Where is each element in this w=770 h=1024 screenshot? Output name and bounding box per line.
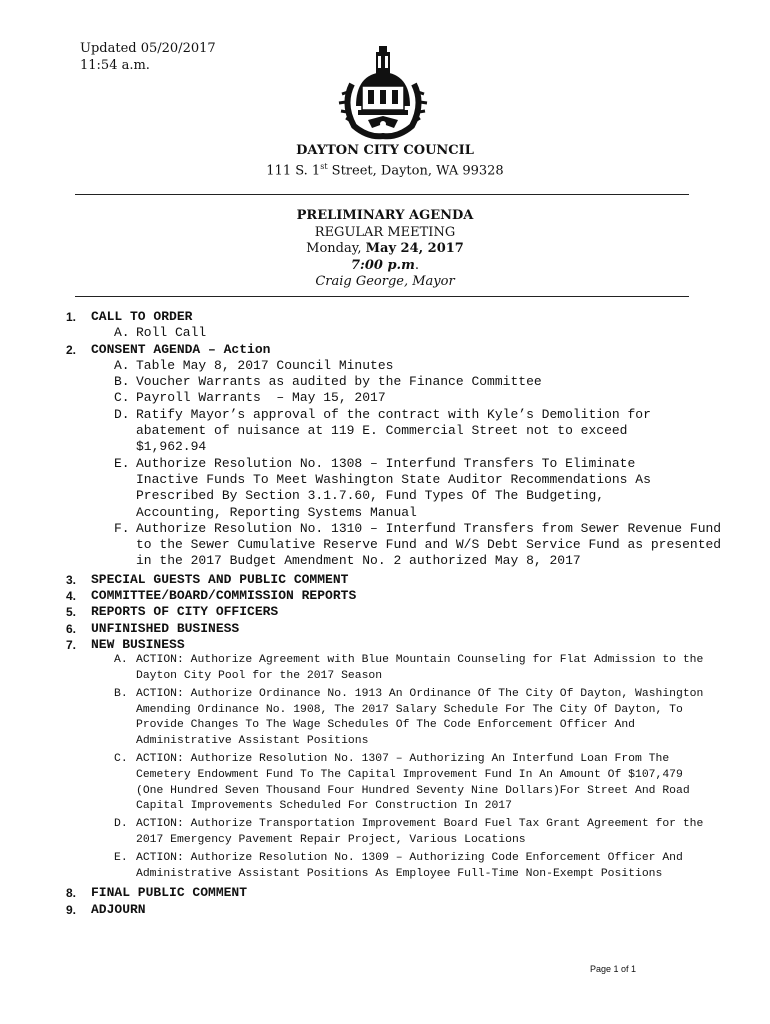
subitem-text: ACTION: Authorize Resolution No. 1309 – Authorizing Code Enforcement Officer And Administrative Assistant Positions As Employee Full-Time Non-Exempt Positions (136, 851, 683, 880)
agenda-item-special-guests (0, 572, 770, 588)
item-title: REPORTS OF CITY OFFICERS (91, 604, 279, 620)
item-title: CONSENT AGENDA – Action (91, 341, 271, 357)
meeting-header (0, 208, 770, 291)
subitem-text: Table May 8, 2017 Council Minutes (136, 357, 394, 373)
subitem-letter: D. (114, 818, 128, 831)
agenda-title: PRELIMINARY AGENDA (296, 208, 474, 223)
item-number: 9. (66, 902, 77, 917)
item-number: 6. (66, 621, 77, 636)
subitem-text: Voucher Warrants as audited by the Finance Committee (136, 374, 542, 390)
agenda-item-new-business (0, 637, 770, 653)
agenda-item-committee-reports (0, 588, 770, 604)
subitem-consent-d (0, 407, 770, 456)
subitem-letter: B. (114, 687, 128, 700)
item-title: CALL TO ORDER (91, 309, 193, 324)
subitem-consent-c (0, 390, 770, 406)
subitem-new-d (0, 817, 770, 849)
divider-top (75, 194, 689, 195)
item-title: COMMITTEE/BOARD/COMMISSION REPORTS (91, 588, 357, 604)
subitem-letter: B. (114, 374, 130, 390)
council-name: DAYTON CITY COUNCIL (296, 143, 474, 158)
agenda-item-consent (0, 342, 770, 358)
meeting-time (0, 258, 770, 275)
agenda-list (0, 309, 770, 918)
meeting-time-value: 7:00 p.m (351, 257, 415, 273)
subitem-text: ACTION: Authorize Transportation Improvement Board Fuel Tax Grant Agreement for the 2017 Emergency Pavement Repair Project, Various Locations (136, 818, 704, 846)
subitem-text: Payroll Warrants – May 15, 2017 (136, 390, 386, 406)
subitem-consent-a (0, 358, 770, 374)
item-number: 1. (66, 310, 77, 324)
subitem-text: Roll Call (136, 325, 207, 341)
address-ordinal: st (320, 162, 328, 171)
city-seal-logo (332, 44, 434, 142)
item-number: 3. (66, 572, 77, 587)
subitem-new-b (0, 687, 770, 750)
subitem-letter: E. (114, 455, 130, 471)
subitem-letter: A. (114, 325, 130, 341)
subitem-text: ACTION: Authorize Agreement with Blue Mountain Counseling for Flat Admission to the Dayton City Pool for the 2017 Season (136, 654, 704, 683)
subitem-text: Ratify Mayor’s approval of the contract with Kyle’s Demolition for abatement of nuisance at 119 E. Commercial Street not to exceed $1,962.94 (136, 406, 651, 455)
subitem-consent-b (0, 374, 770, 390)
subitem-letter: F. (114, 520, 130, 536)
agenda-item-adjourn (0, 902, 770, 918)
subitem-new-e (0, 851, 770, 883)
council-address (0, 162, 770, 178)
subitem-letter: C. (114, 390, 130, 406)
item-title: NEW BUSINESS (91, 636, 185, 652)
subitem-consent-e (0, 456, 770, 521)
meeting-type: REGULAR MEETING (314, 224, 456, 240)
agenda-item-unfinished-business (0, 621, 770, 637)
meeting-date-value: May 24, 2017 (365, 241, 464, 256)
item-title: FINAL PUBLIC COMMENT (91, 885, 248, 901)
subitem-letter: A. (114, 654, 128, 667)
meeting-mayor: Craig George, Mayor (315, 274, 455, 289)
subitem-text: Authorize Resolution No. 1310 – Interfund Transfers from Sewer Revenue Fund to the Sewer Cumulative Reserve Fund and W/S Debt Service Fund as presented in the 2017 Budget Amendment No. 2 authorized May 8, 2017 (136, 520, 722, 569)
item-number: 2. (66, 342, 77, 357)
subitem-letter: C. (114, 753, 128, 766)
item-number: 4. (66, 589, 77, 604)
subitem-letter: D. (114, 406, 130, 422)
subitem-letter: E. (114, 851, 128, 864)
subitem-text: ACTION: Authorize Resolution No. 1307 – Authorizing An Interfund Loan From The Cemetery Endowment Fund To The Capital Improvement Fund In An Amount Of $107,479 (One Hundred Seven Thousand Four Hundred Seventy Nine Dollars)For Street And Road Capital Improvements Scheduled For Construction In 2017 (136, 753, 690, 813)
address-suffix: Street, Dayton, WA 99328 (327, 163, 504, 179)
subitem-letter: A. (114, 357, 130, 373)
item-title: ADJOURN (91, 901, 146, 917)
updated-stamp (80, 40, 216, 74)
meeting-date (0, 241, 770, 258)
item-number: 8. (66, 886, 77, 901)
agenda-item-city-officers (0, 604, 770, 620)
subitem-text: Authorize Resolution No. 1308 – Interfund Transfers To Eliminate Inactive Funds To Meet Washington State Auditor Recommendations As Prescribed By Section 3.1.7.60, Fund Types Of The Budgeting, Accounting, Reporting Systems Manual (136, 455, 651, 520)
updated-time: 11:54 a.m. (80, 58, 150, 73)
page-number: Page 1 of 1 (590, 964, 637, 974)
updated-date: Updated 05/20/2017 (80, 41, 216, 56)
divider-bottom (75, 296, 689, 297)
subitem-new-c (0, 752, 770, 815)
agenda-item-call-to-order (0, 309, 770, 325)
subitem-roll-call (0, 325, 770, 341)
subitem-text: ACTION: Authorize Ordinance No. 1913 An Ordinance Of The City Of Dayton, Washington Amending Ordinance No. 1908, The 2017 Salary Schedule For The City Of Dayton, To Provide Changes To The Wage Schedules Of The Code Enforcement Officer And Administrative Assistant Positions (136, 687, 704, 748)
meeting-date-prefix: Monday, (306, 241, 366, 256)
item-number: 5. (66, 605, 77, 620)
agenda-item-final-comment (0, 885, 770, 901)
item-title: SPECIAL GUESTS AND PUBLIC COMMENT (91, 571, 349, 587)
meeting-time-suffix: . (414, 257, 419, 273)
address-prefix: 111 S. 1 (266, 163, 321, 179)
item-number: 7. (66, 637, 77, 652)
subitem-consent-f (0, 521, 770, 570)
item-title: UNFINISHED BUSINESS (91, 620, 240, 636)
subitem-new-a (0, 653, 770, 685)
